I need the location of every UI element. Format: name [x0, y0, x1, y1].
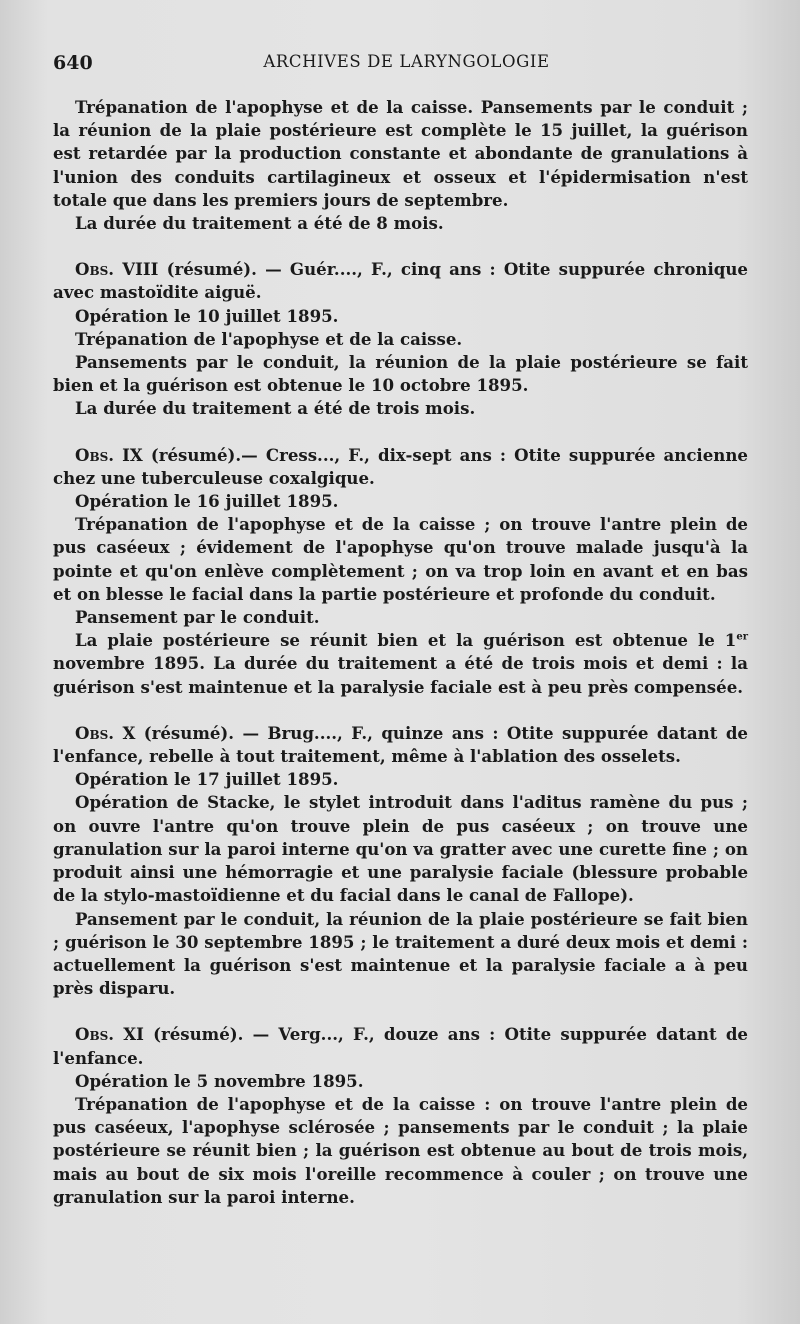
paragraph	[53, 1093, 748, 1209]
observation-label: Obs. VIII	[75, 259, 159, 280]
paragraph-text: (résumé). — Brug...., F., quinze ans : Otite suppurée datant de l'enfance, rebelle à tout traitement, même à l'ablation des osselets.	[53, 722, 748, 767]
paragraph-text: Trépanation de l'apophyse et de la caisse : on trouve l'antre plein de pus caséeux, l'apophyse sclérosée ; pansements par le conduit ; la plaie postérieure se réunit bien ; la guérison est obtenue au bout de trois mois, mais au bout de six mois l'oreille recommence à couler ; on trouve une granulation sur la paroi interne.	[53, 1093, 748, 1207]
paragraph-text: Trépanation de l'apophyse et de la caisse ; on trouve l'antre plein de pus caséeux ; évidement de l'apophyse qu'on trouve malade jusqu'à la pointe et qu'on enlève complètement ; on va trop loin en avant et en bas et on blesse le facial dans la partie postérieure et profonde du conduit.	[53, 514, 748, 604]
paragraph	[53, 908, 748, 1001]
paragraph-gap	[53, 421, 748, 444]
page-number: 640	[53, 52, 93, 74]
observation-label: Obs. X	[75, 722, 136, 743]
paragraph-text: Opération le 16 juillet 1895.	[75, 491, 339, 512]
paragraph	[53, 490, 748, 513]
observation-heading-paragraph	[53, 258, 748, 304]
superscript: er	[736, 631, 748, 643]
observation-heading-paragraph	[53, 722, 748, 768]
journal-title: ARCHIVES DE LARYNGOLOGIE	[263, 52, 550, 71]
paragraph	[53, 397, 748, 420]
paragraph-text: Trépanation de l'apophyse et de la caisse. Pansements par le conduit ; la réunion de la plaie postérieure est complète le 15 juillet, la guérison est retardée par la production constante et abondante de granulations à l'union des conduits cartilagineux et osseux et l'épidermisation n'est totale que dans les premiers jours de septembre.	[53, 97, 748, 210]
paragraph-text: Opération le 5 novembre 1895.	[75, 1070, 364, 1091]
paragraph-text: (résumé). — Guér...., F., cinq ans : Otite suppurée chronique avec mastoïdite aiguë.	[53, 259, 748, 303]
paragraph-text: (résumé). — Verg..., F., douze ans : Otite suppurée datant de l'enfance.	[53, 1024, 748, 1068]
paragraph	[53, 1070, 748, 1093]
paragraph-text: Pansements par le conduit, la réunion de la plaie postérieure se fait bien et la guérison est obtenue le 10 octobre 1895.	[53, 352, 748, 396]
paragraph	[53, 305, 748, 328]
observation-heading-paragraph	[53, 1023, 748, 1069]
paragraph-gap	[53, 699, 748, 722]
paragraph-text: La plaie postérieure se réunit bien et la guérison est obtenue le 1	[75, 630, 737, 651]
paragraph-text: novembre 1895. La durée du traitement a été de trois mois et demi : la guérison s'est maintenue et la paralysie faciale est à peu près compensée.	[53, 653, 748, 697]
paragraph-text: Pansement par le conduit, la réunion de la plaie postérieure se fait bien ; guérison le 30 septembre 1895 ; le traitement a duré deux mois et demi : actuellement la guérison s'est maintenue et la paralysie faciale a à peu près disparu.	[53, 908, 748, 999]
paragraph	[53, 328, 748, 351]
paragraph	[53, 768, 748, 791]
paragraph	[53, 629, 748, 699]
paragraph	[53, 212, 748, 235]
paragraph-gap	[53, 235, 748, 258]
paragraph	[53, 791, 748, 907]
paragraph-text: La durée du traitement a été de trois mois.	[75, 398, 476, 419]
paragraph-text: Opération de Stacke, le stylet introduit dans l'aditus ramène du pus ; on ouvre l'antre qu'on trouve plein de pus caséeux ; on trouve une granulation sur la paroi interne qu'on va gratter avec une curette fine ; on produit ainsi une hémorragie et une paralysie faciale (blessure probable de la stylo-mastoïdienne et du facial dans le canal de Fallope).	[53, 792, 748, 906]
body-text	[53, 96, 748, 1209]
observation-label: Obs. IX	[75, 444, 143, 465]
observation-heading-paragraph	[53, 444, 748, 490]
paragraph-text: Opération le 10 juillet 1895.	[75, 305, 339, 326]
paragraph-text: Opération le 17 juillet 1895.	[75, 769, 339, 790]
paragraph	[53, 606, 748, 629]
paragraph-text: (résumé).— Cress..., F., dix-sept ans : Otite suppurée ancienne chez une tuberculeuse coxalgique.	[53, 444, 748, 488]
paragraph-text: Pansement par le conduit.	[75, 607, 320, 628]
paragraph-gap	[53, 1000, 748, 1023]
paragraph	[53, 513, 748, 606]
paragraph-text: Trépanation de l'apophyse et de la caisse.	[75, 328, 463, 349]
paragraph	[53, 96, 748, 212]
paragraph-text: La durée du traitement a été de 8 mois.	[75, 213, 444, 234]
running-head	[53, 50, 740, 78]
paragraph	[53, 351, 748, 397]
observation-label: Obs. XI	[75, 1024, 144, 1045]
